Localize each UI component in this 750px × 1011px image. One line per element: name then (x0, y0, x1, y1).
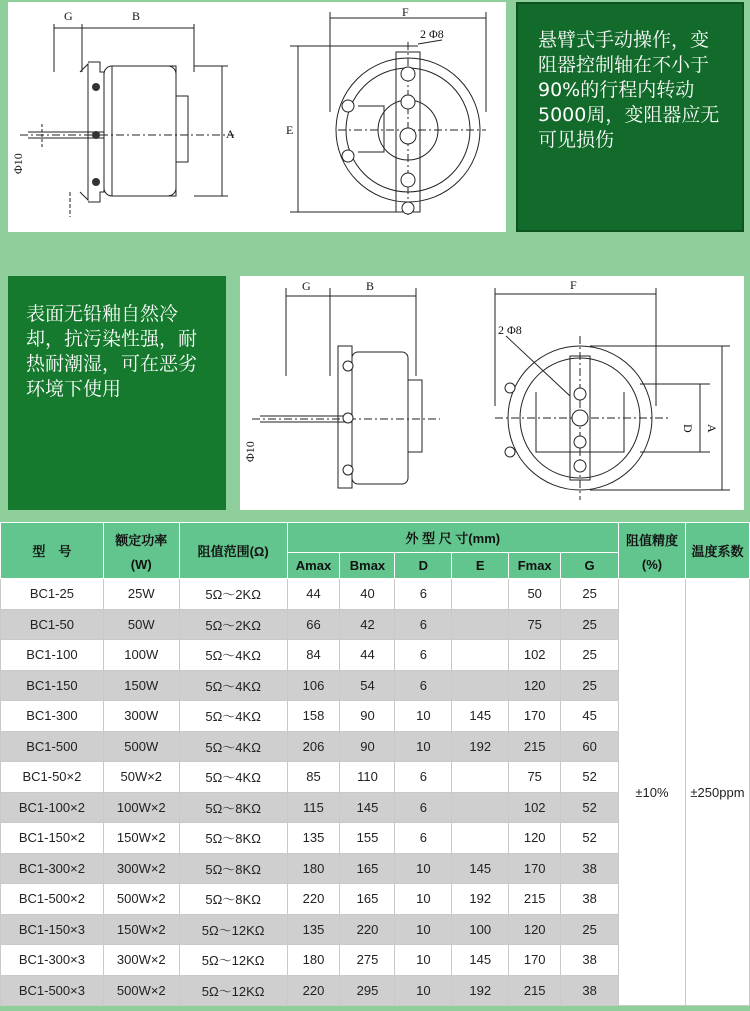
table-cell: BC1-150×2 (1, 823, 104, 854)
table-cell: 6 (395, 579, 452, 610)
table-cell: BC1-150×3 (1, 914, 104, 945)
table-cell: 275 (340, 945, 395, 976)
table-cell: 44 (340, 640, 395, 671)
header-accuracy-label: 阻值精度 (625, 532, 678, 548)
table-cell: 170 (509, 853, 561, 884)
table-cell: 500W×2 (103, 884, 179, 915)
table-cell: 5Ω～12KΩ (179, 945, 287, 976)
table-cell: 5Ω～4KΩ (179, 731, 287, 762)
table-cell: BC1-50 (1, 609, 104, 640)
table-cell: 90 (340, 731, 395, 762)
table-cell: 6 (395, 670, 452, 701)
table-cell: 145 (452, 701, 509, 732)
label-hole: 2 Φ8 (420, 27, 444, 41)
table-cell: 44 (287, 579, 340, 610)
mid-label-f: F (570, 278, 577, 292)
header-fmax: Fmax (509, 553, 561, 579)
table-cell: 300W×2 (103, 945, 179, 976)
table-cell: 150W×2 (103, 823, 179, 854)
table-cell: 25 (561, 609, 619, 640)
header-model: 型 号 (1, 523, 104, 579)
table-cell: 38 (561, 853, 619, 884)
table-cell: 100W (103, 640, 179, 671)
table-cell: 5Ω～8KΩ (179, 853, 287, 884)
table-cell: 106 (287, 670, 340, 701)
table-cell: 215 (509, 731, 561, 762)
spec-table (0, 522, 750, 1006)
table-cell: 500W×2 (103, 975, 179, 1006)
table-cell: 135 (287, 823, 340, 854)
header-accuracy-unit: (%) (641, 556, 663, 572)
table-cell: 5Ω～4KΩ (179, 640, 287, 671)
table-cell: 10 (395, 884, 452, 915)
table-cell: 52 (561, 823, 619, 854)
header-dims: 外 型 尺 寸(mm) (287, 523, 619, 553)
table-cell: 25 (561, 579, 619, 610)
spec-table-body (1, 579, 750, 1006)
table-cell: 158 (287, 701, 340, 732)
table-cell: BC1-25 (1, 579, 104, 610)
table-cell: BC1-500×2 (1, 884, 104, 915)
table-cell: 5Ω～8KΩ (179, 823, 287, 854)
table-cell: 145 (340, 792, 395, 823)
table-cell: 145 (452, 945, 509, 976)
table-cell: BC1-300 (1, 701, 104, 732)
table-cell: 180 (287, 853, 340, 884)
header-temp: 温度系数 (685, 523, 749, 579)
header-range: 阻值范围(Ω) (179, 523, 287, 579)
header-power-unit: (W) (130, 556, 152, 572)
table-cell: 25W (103, 579, 179, 610)
table-cell: 100W×2 (103, 792, 179, 823)
table-cell: 120 (509, 670, 561, 701)
table-cell: 25 (561, 670, 619, 701)
table-cell: 6 (395, 823, 452, 854)
mid-technical-drawing (240, 276, 744, 510)
header-accuracy (619, 523, 686, 579)
header-bmax: Bmax (340, 553, 395, 579)
mid-label-hole: 2 Φ8 (498, 323, 522, 337)
table-cell: 52 (561, 792, 619, 823)
table-cell: 52 (561, 762, 619, 793)
header-d: D (395, 553, 452, 579)
header-power-label: 额定功率 (115, 532, 168, 548)
table-cell (452, 609, 509, 640)
table-cell: 192 (452, 975, 509, 1006)
table-cell (452, 579, 509, 610)
table-cell: 135 (287, 914, 340, 945)
table-cell: BC1-100 (1, 640, 104, 671)
table-cell: 220 (287, 975, 340, 1006)
table-cell: 54 (340, 670, 395, 701)
table-cell: 165 (340, 853, 395, 884)
table-cell: 40 (340, 579, 395, 610)
table-cell: 25 (561, 914, 619, 945)
table-cell: 10 (395, 914, 452, 945)
table-cell (452, 792, 509, 823)
top-technical-drawing (8, 2, 506, 232)
table-cell: 100 (452, 914, 509, 945)
table-cell: 500W (103, 731, 179, 762)
table-cell: 102 (509, 792, 561, 823)
table-cell: 300W×2 (103, 853, 179, 884)
table-cell: 10 (395, 731, 452, 762)
table-cell: 110 (340, 762, 395, 793)
mid-label-g: G (302, 279, 311, 293)
table-cell: BC1-100×2 (1, 792, 104, 823)
table-cell: 50W (103, 609, 179, 640)
table-cell: BC1-500×3 (1, 975, 104, 1006)
header-g: G (561, 553, 619, 579)
table-cell: 192 (452, 884, 509, 915)
label-a: A (226, 127, 235, 141)
table-cell: 115 (287, 792, 340, 823)
mid-label-phi10: Φ10 (243, 441, 257, 462)
feature-text-box-mid (8, 276, 226, 510)
top-drawing-panel (8, 2, 506, 232)
table-cell: 42 (340, 609, 395, 640)
table-cell: 165 (340, 884, 395, 915)
table-cell: 300W (103, 701, 179, 732)
table-cell: 220 (340, 914, 395, 945)
table-cell: 192 (452, 731, 509, 762)
label-f: F (402, 5, 409, 19)
table-cell: 60 (561, 731, 619, 762)
table-cell: 10 (395, 975, 452, 1006)
table-cell: 5Ω～2KΩ (179, 579, 287, 610)
table-cell: 10 (395, 945, 452, 976)
table-cell: 38 (561, 975, 619, 1006)
table-cell: 5Ω～8KΩ (179, 884, 287, 915)
table-cell: 5Ω～4KΩ (179, 701, 287, 732)
table-cell: 6 (395, 792, 452, 823)
table-row (1, 579, 750, 610)
table-cell: 150W×2 (103, 914, 179, 945)
table-cell: 6 (395, 609, 452, 640)
table-cell (452, 640, 509, 671)
table-cell: 10 (395, 853, 452, 884)
table-cell: 25 (561, 640, 619, 671)
mid-label-d: D (681, 424, 695, 433)
temp-coefficient-value: ±250ppm (685, 579, 749, 1006)
table-cell: 50W×2 (103, 762, 179, 793)
table-cell: 90 (340, 701, 395, 732)
table-cell: 5Ω～12KΩ (179, 975, 287, 1006)
table-cell: 5Ω～4KΩ (179, 670, 287, 701)
table-cell: BC1-500 (1, 731, 104, 762)
table-cell: 206 (287, 731, 340, 762)
table-cell: 38 (561, 945, 619, 976)
mid-label-b: B (366, 279, 375, 293)
feature-text-top: 悬臂式手动操作，变阻器控制轴在不小于90%的行程内转动5000周，变阻器应无可见损伤 (538, 29, 720, 151)
accuracy-value: ±10% (619, 579, 686, 1006)
table-cell (452, 670, 509, 701)
table-cell: 170 (509, 945, 561, 976)
feature-text-box-top (516, 2, 744, 232)
header-amax: Amax (287, 553, 340, 579)
table-cell: 120 (509, 914, 561, 945)
mid-label-a: A (705, 424, 719, 433)
table-cell: 295 (340, 975, 395, 1006)
mid-drawing-panel (240, 276, 744, 510)
table-cell: 50 (509, 579, 561, 610)
table-cell: 6 (395, 762, 452, 793)
label-e: E (286, 123, 294, 137)
label-phi10: Φ10 (11, 153, 25, 174)
table-cell: BC1-300×3 (1, 945, 104, 976)
table-cell: 220 (287, 884, 340, 915)
header-e: E (452, 553, 509, 579)
table-cell (452, 762, 509, 793)
table-cell: 102 (509, 640, 561, 671)
table-cell: 215 (509, 975, 561, 1006)
table-cell: 75 (509, 762, 561, 793)
table-cell: BC1-150 (1, 670, 104, 701)
table-cell: 45 (561, 701, 619, 732)
table-cell: BC1-50×2 (1, 762, 104, 793)
header-power (103, 523, 179, 579)
table-cell: 155 (340, 823, 395, 854)
table-cell: BC1-300×2 (1, 853, 104, 884)
table-cell: 66 (287, 609, 340, 640)
table-cell: 150W (103, 670, 179, 701)
table-cell: 5Ω～12KΩ (179, 914, 287, 945)
label-g: G (64, 9, 73, 23)
table-cell: 5Ω～4KΩ (179, 762, 287, 793)
table-cell: 6 (395, 640, 452, 671)
table-cell: 180 (287, 945, 340, 976)
table-cell: 85 (287, 762, 340, 793)
table-cell (452, 823, 509, 854)
table-cell: 10 (395, 701, 452, 732)
table-cell: 5Ω～2KΩ (179, 609, 287, 640)
table-cell: 5Ω～8KΩ (179, 792, 287, 823)
table-cell: 145 (452, 853, 509, 884)
table-cell: 215 (509, 884, 561, 915)
feature-text-mid: 表面无铅釉自然冷却，抗污染性强，耐热耐潮湿，可在恶劣环境下使用 (26, 303, 198, 400)
table-cell: 75 (509, 609, 561, 640)
table-cell: 120 (509, 823, 561, 854)
table-cell: 84 (287, 640, 340, 671)
label-b: B (132, 9, 141, 23)
table-cell: 38 (561, 884, 619, 915)
table-cell: 170 (509, 701, 561, 732)
